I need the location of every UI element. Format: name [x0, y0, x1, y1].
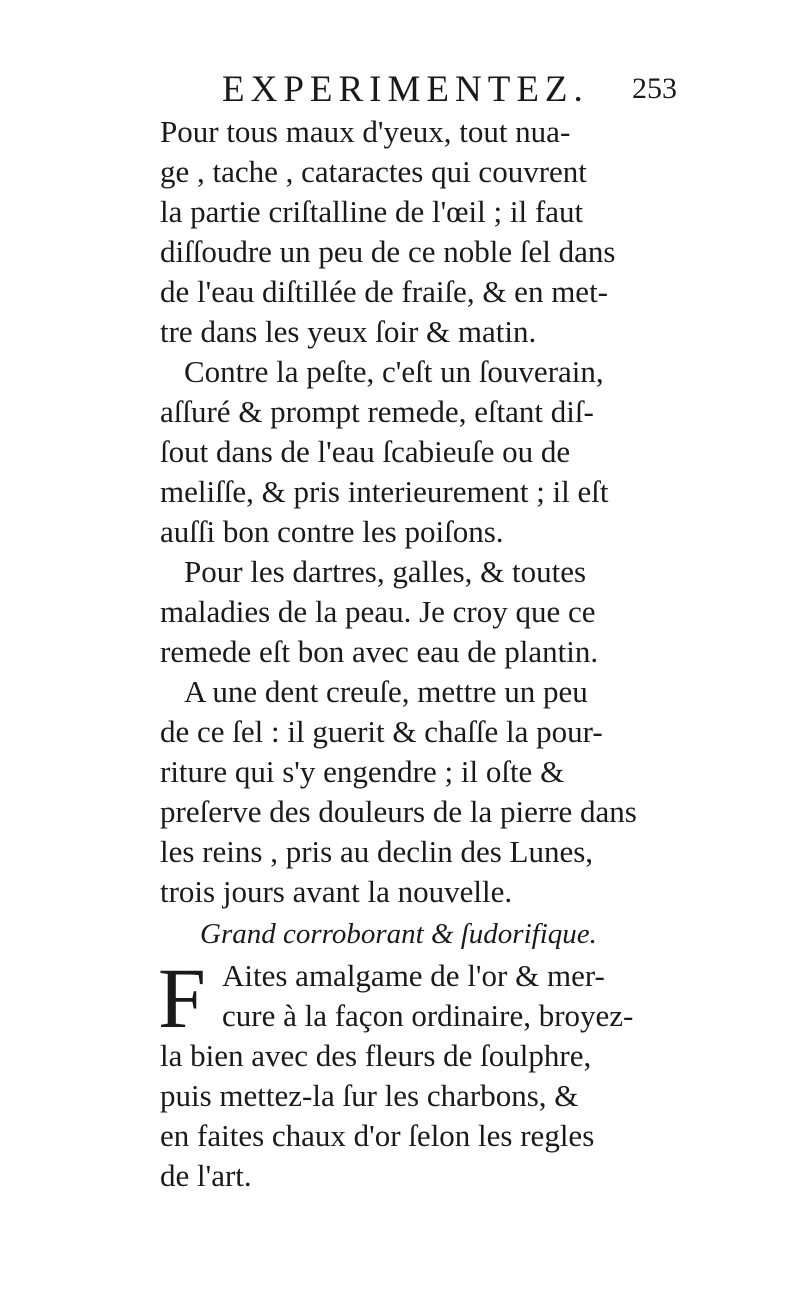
text-line: auſſi bon contre les poiſons. [160, 514, 504, 549]
text-line: de l'eau diſtillée de fraiſe, & en met- [160, 274, 609, 309]
page-number: 253 [632, 72, 677, 105]
text-line: de l'art. [160, 1158, 252, 1193]
text-line: les reins , pris au declin des Lunes, [160, 834, 594, 869]
text-line: diſſoudre un peu de ce noble ſel dans [160, 234, 616, 269]
running-header [0, 68, 800, 118]
text-line: la partie criſtalline de l'œil ; il faut [160, 194, 584, 229]
text-line: A une dent creuſe, mettre un peu [184, 674, 588, 709]
paragraph-eyes [160, 112, 680, 352]
text-line: remede eſt bon avec eau de plantin. [160, 634, 599, 669]
text-line: puis mettez-la ſur les charbons, & [160, 1078, 579, 1113]
text-line: de ce ſel : il guerit & chaſſe la pour- [160, 714, 603, 749]
text-line: en faites chaux d'or ſelon les regles [160, 1118, 595, 1153]
paragraph-skin [160, 552, 680, 672]
text-line: ge , tache , cataractes qui couvrent [160, 154, 587, 189]
page-body [160, 112, 680, 1196]
text-line: cure à la façon ordinaire, broyez- [222, 998, 634, 1033]
text-line: Pour les dartres, galles, & toutes [184, 554, 587, 589]
paragraph-plague [160, 352, 680, 552]
text-line: meliſſe, & pris interieurement ; il eſt [160, 474, 609, 509]
text-line: riture qui s'y engendre ; il oſte & [160, 754, 565, 789]
paragraph-recipe [158, 950, 680, 1196]
text-line: maladies de la peau. Je croy que ce [160, 594, 596, 629]
text-line: Contre la peſte, c'eſt un ſouverain, [184, 354, 604, 389]
text-line: Aites amalgame de l'or & mer- [222, 958, 605, 993]
text-line: trois jours avant la nouvelle. [160, 874, 513, 909]
running-title: EXPERIMENTEZ. [222, 69, 589, 110]
text-line: preſerve des douleurs de la pierre dans [160, 794, 637, 829]
paragraph-tooth [160, 672, 680, 912]
drop-cap: F [158, 950, 206, 1046]
text-line: Pour tous maux d'yeux, tout nua- [160, 114, 571, 149]
text-line: aſſuré & prompt remede, eſtant diſ- [160, 394, 594, 429]
text-line: ſout dans de l'eau ſcabieuſe ou de [160, 434, 571, 469]
section-subheading: Grand corroborant & ſudorifique. [200, 918, 597, 950]
text-line: tre dans les yeux ſoir & matin. [160, 314, 537, 349]
text-line: la bien avec des fleurs de ſoulphre, [160, 1038, 592, 1073]
